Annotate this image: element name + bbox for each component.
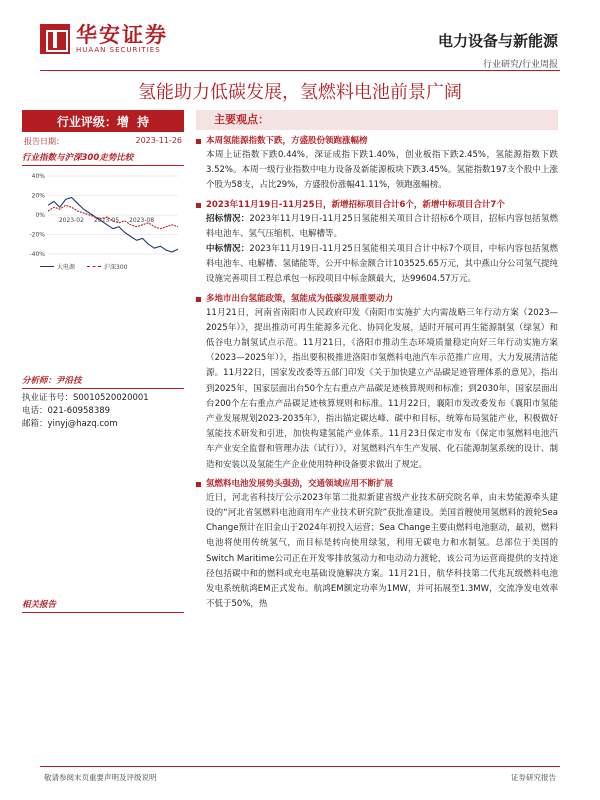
chart-title: 行业指数与沪深300走势比较	[22, 151, 184, 166]
x-tick-label: 2023-08	[129, 217, 155, 224]
analyst-phone: 电话：021-60958389	[22, 406, 111, 416]
industry-name: 电力设备与新能源	[437, 32, 558, 50]
left-sidebar	[22, 110, 184, 280]
footer-label: 证券研究报告	[511, 773, 556, 782]
rating-value: 增 持	[116, 114, 150, 129]
logo-cn-text: 华安证券	[76, 22, 168, 47]
related-title: 相关报告	[22, 598, 184, 613]
section-3-para: 11月21日，河南省南阳市人民政府印发《南阳市实施扩大内需战略三年行动方案（2023—2025年）》，提出推动可再生能源多元化、协同化发展，适时开展可再生能源制氢（绿氢）和低谷电力制氢试点示范。11月21日，《洛阳市推动生态环境质量稳定向好三年行动实施方案（2023—2025年）》，指出要积极推进洛阳市氢燃料电池汽车示范推广应用，大力发展清洁能源。11月22日，国家发改委等五部门印发《关于加快建立产品碳足迹管理体系的意见》，指出到2025年，国家层面出台50个左右重点产品碳足迹核算规则和标准；到2030年，国家层面出台200个左右重点产品碳足迹核算规则和标准。11月22日，襄阳市发改委发布《襄阳市氢能产业发展规划2023-2035年》，指出锚定碳达峰、碳中和目标，统筹布局氢能产业，积极做好氢能技术研发和引进，加快构建氢能产业体系。11月23日保定市发布《保定市氢燃料电池汽车产业安全监督和管理办法（试行）》，对氢燃料汽车生产发展、化石能源制氢系统的设计、制造和安装以及氢能生产企业使用特种设备要求做出了规定。	[206, 307, 558, 470]
report-date-label: 报告日期：	[24, 137, 64, 146]
company-logo	[40, 24, 168, 54]
bullet-icon	[196, 139, 201, 144]
index-comparison-chart	[22, 170, 184, 280]
legend-item-series-1: 沪深300	[87, 262, 127, 271]
logo-en-text: HUAAN SECURITIES	[76, 46, 161, 54]
related-reports	[22, 594, 184, 613]
legend-item-series-0: 大电源	[40, 262, 75, 271]
chart-legend	[40, 262, 127, 271]
report-date	[22, 136, 184, 147]
bullet-icon	[196, 482, 201, 487]
y-tick-label: 20%	[31, 192, 45, 200]
chart-svg	[22, 170, 184, 262]
rating-box	[22, 110, 184, 132]
x-tick-label: 2023-05	[93, 217, 120, 224]
analyst-info	[22, 392, 184, 431]
y-tick-label: -40%	[29, 251, 45, 258]
header-divider	[40, 70, 560, 71]
report-type: 行业研究/行业周报	[482, 60, 558, 70]
bullet-icon	[196, 203, 201, 208]
bullet-icon	[196, 297, 201, 302]
report-title: 氢能助力低碳发展，氢燃料电池前景广阔	[138, 82, 462, 103]
footer-disclaimer: 敬请参阅末页重要声明及评级说明	[44, 773, 157, 782]
analyst-title: 分析师：尹沿技	[22, 374, 184, 389]
analyst-block	[22, 374, 184, 431]
footer-divider	[40, 766, 560, 767]
section-4-para: 近日，河北省科技厅公示2023年第二批拟新建省级产业技术研究院名单，由未势能源牵头建设的“河北省氢燃料电池商用车产业技术研究院”获批准建设。美国首艘使用氢燃料的渡轮Sea Change预计在旧金山于2024年初投入运营；Sea Change主要由燃料电池驱动，最初，燃料电池将使用传统氢气，而目标是转向使用绿氢，利用无碳电力和水制氢。总部位于美国的Switch Maritime公司正在开发零排放氢动力和电动动力渡轮，该公司为运营商提供的支持途径包括碳中和的燃料或充电基础设施解决方案。11月21日，航华科技第二代兆瓦级燃料电池发电系统航鸿EM正式发布。航鸿EM额定功率为1MW，并可拓展至1.3MW，交流净发电效率不低于50%，热	[206, 492, 558, 610]
logo-seal-icon	[40, 24, 70, 54]
main-content	[196, 110, 558, 612]
section-2-para-award: 中标情况：2023年11月19日-11月25日氢能相关项目合计中标7个项目，中标内容包括氢燃料电池车、电解槽、氢储能等，公开中标金额合计103525.65万元，其中燕山分公司氢气提纯设施完善项目工程总承包一标段项目中标金额最大，达99604.57万元。	[206, 244, 558, 285]
main-points-header: 主要观点：	[196, 110, 558, 130]
section-2-para-tender: 招标情况：2023年11月19日-11月25日氢能相关项目合计招标6个项目，招标内容包括氢燃料电池车、氢气压缩机、电解槽等。	[206, 213, 558, 239]
analyst-email[interactable]: 邮箱：yinyj@hazq.com	[22, 419, 118, 429]
section-1-para: 本周上证指数下跌0.44%，深证成指下跌1.40%，创业板指下跌2.45%，氢能源指数下跌3.52%。本周一级行业指数中电力设备及新能源板块下跌3.45%。氢能指数197支个股中上涨个股为58支，占比29%，方盛股份涨幅41.11%，领跑涨幅榜。	[206, 150, 558, 191]
section-bullet-4: 氢燃料电池发展势头强劲，交通领域应用不断扩展	[196, 478, 558, 491]
section-bullet-3: 多地市出台氢能政策，氢能成为低碳发展重要动力	[196, 293, 558, 306]
report-date-value: 2023-11-26	[135, 136, 182, 145]
x-tick-label: 2023-02	[58, 217, 84, 224]
analyst-license: 执业证书号：S0010520020001	[22, 393, 149, 403]
y-tick-label: 40%	[31, 173, 45, 180]
y-tick-label: -20%	[29, 231, 45, 239]
section-bullet-2: 2023年11月19日-11月25日，新增招标项目合计6个，新增中标项目合计7个	[196, 199, 558, 212]
section-bullet-1: 本周氢能源指数下跌，方盛股份领跑涨幅榜	[196, 135, 558, 148]
rating-label: 行业评级：	[56, 114, 117, 129]
y-tick-label: 0%	[35, 212, 45, 219]
